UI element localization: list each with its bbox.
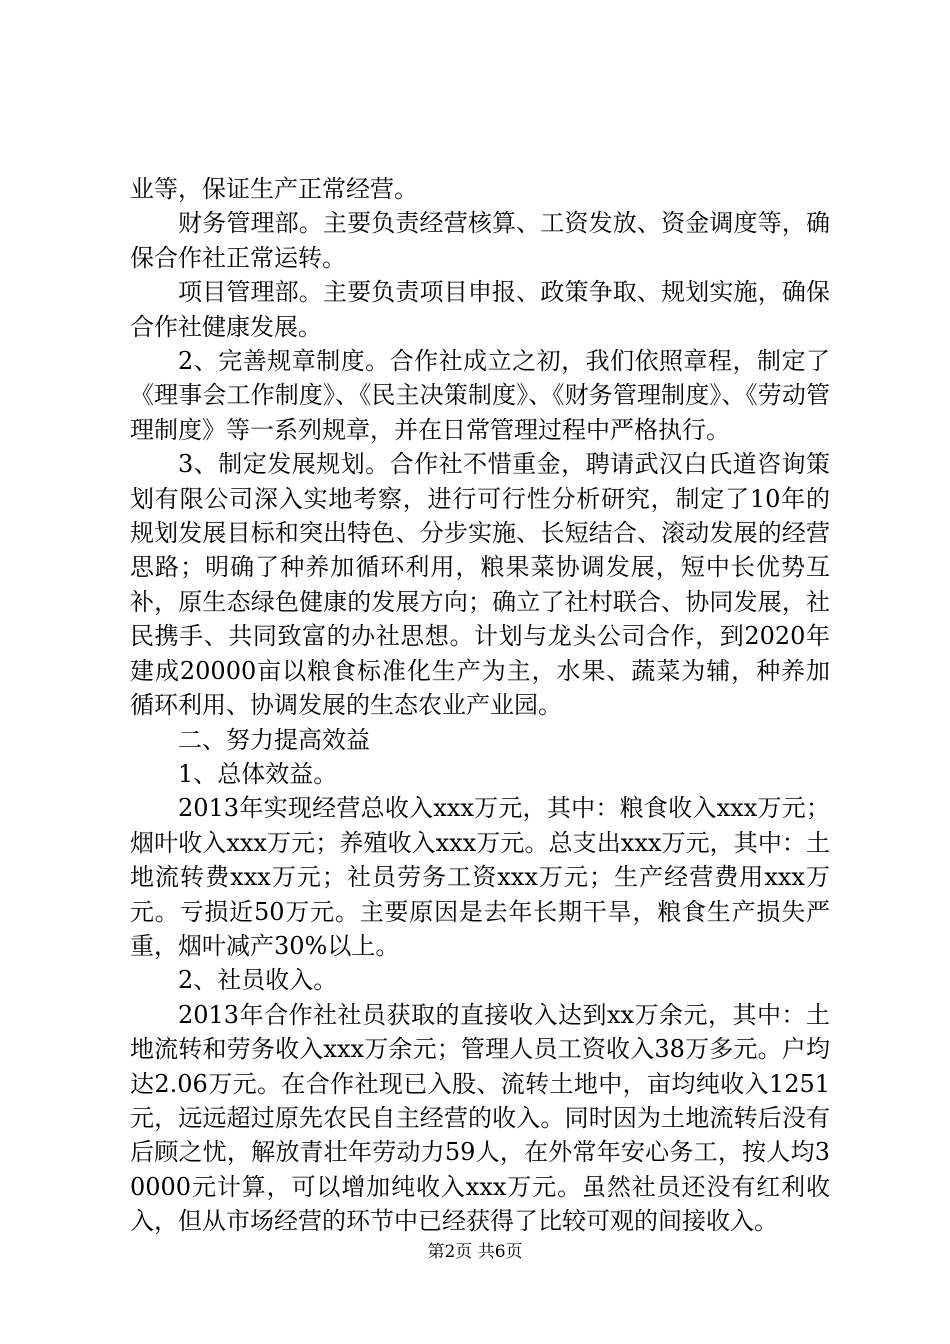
paragraph-project-dept: 项目管理部。主要负责项目申报、政策争取、规划实施，确保合作社健康发展。: [130, 278, 830, 341]
page-footer: 第2页 共6页: [427, 1242, 523, 1262]
section-heading-benefits: 二、努力提高效益: [178, 725, 370, 754]
subheading-member-income: 2、社员收入。: [178, 966, 338, 995]
document-body: [130, 172, 830, 1239]
paragraph-rules: 2、完善规章制度。合作社成立之初，我们依照章程，制定了《理事会工作制度》、《民主决策制度》、《财务管理制度》、《劳动管理制度》等一系列规章，并在日常管理过程中严格执行。: [130, 347, 830, 444]
paragraph-continuation: 业等，保证生产正常经营。: [130, 175, 418, 203]
paragraph-finance-dept: 财务管理部。主要负责经营核算、工资发放、资金调度等，确保合作社正常运转。: [130, 209, 830, 272]
paragraph-member-income: 2013年合作社社员获取的直接收入达到xx万余元，其中：土地流转和劳务收入xxx万余元；管理人员工资收入38万多元。户均达2.06万元。在合作社现已入股、流转土地中，亩均纯收入1251元，远远超过原先农民自主经营的收入。同时因为土地流转后没有后顾之忧，解放青壮年劳动力59人，在外常年安心务工，按人均30000元计算，可以增加纯收入xxx万元。虽然社员还没有红利收入，但从市场经营的环节中已经获得了比较可观的间接收入。: [130, 1000, 830, 1236]
subheading-overall-benefit: 1、总体效益。: [178, 759, 338, 788]
paragraph-planning: 3、制定发展规划。合作社不惜重金，聘请武汉白氏道咨询策划有限公司深入实地考察，进行可行性分析研究，制定了10年的规划发展目标和突出特色、分步实施、长短结合、滚动发展的经营思路；明确了种养加循环利用，粮果菜协调发展，短中长优势互补，原生态绿色健康的发展方向；确立了社村联合、协同发展，社民携手、共同致富的办社思想。计划与龙头公司合作，到2020年建成20000亩以粮食标准化生产为主，水果、蔬菜为辅，种养加循环利用、协调发展的生态农业产业园。: [130, 450, 830, 720]
paragraph-overall-benefit: 2013年实现经营总收入xxx万元，其中：粮食收入xxx万元；烟叶收入xxx万元；养殖收入xxx万元。总支出xxx万元，其中：土地流转费xxx万元；社员劳务工资xxx万元；生产经营费用xxx万元。亏损近50万元。主要原因是去年长期干旱，粮食生产损失严重，烟叶减产30%以上。: [130, 794, 830, 960]
